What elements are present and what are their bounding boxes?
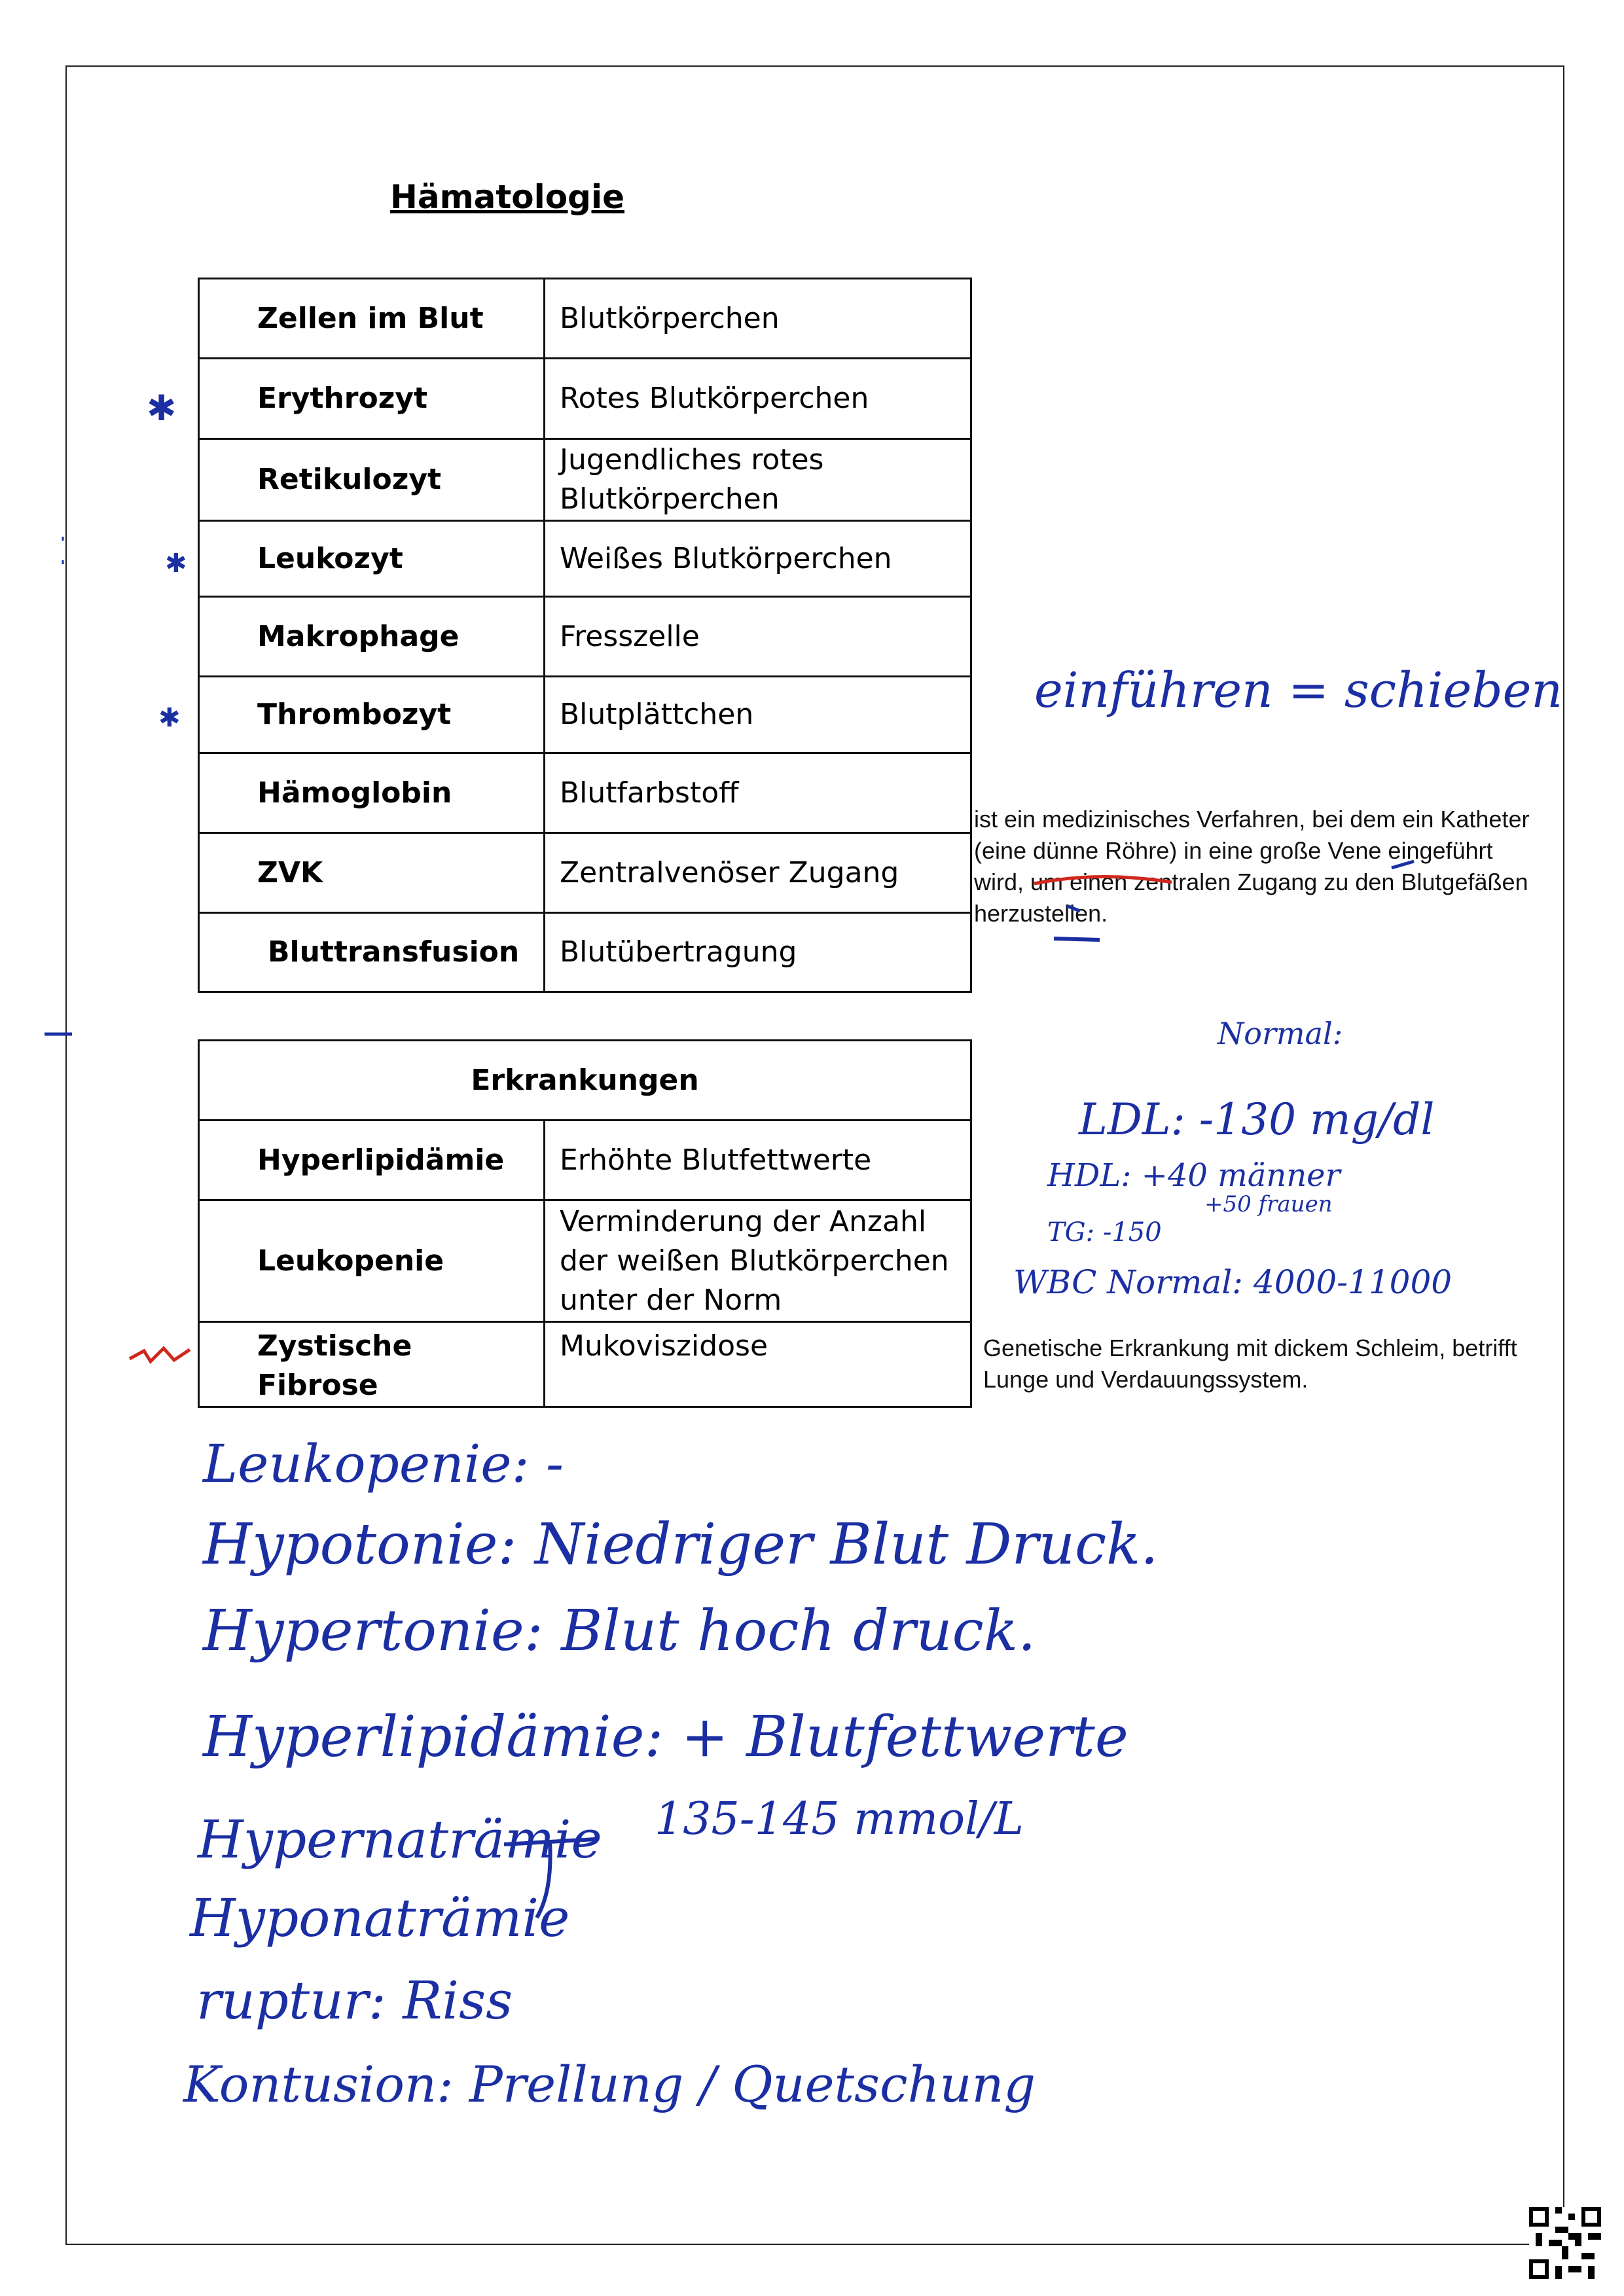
fibrose-explanation: Genetische Erkrankung mit dickem Schleim, betrifft Lunge und Verdauungssystem. [983,1335,1517,1393]
hw-wbc: WBC Normal: 4000-11000 [1013,1263,1453,1301]
table-row [199,439,971,521]
hw-natrium-range: 135-145 mmol/L [655,1793,1024,1845]
table-row [199,279,971,359]
table-row [199,359,971,439]
star-mark-thrombozyt: ✱ [158,703,181,733]
hw-einfuehren: einführen = schieben [1034,662,1563,719]
term-cell: Hyperlipidämie [199,1121,545,1200]
zvk-explanation: ist ein medizinisches Verfahren, bei dem ein Katheter (eine dünne Röhre) in eine große Vene eingeführt wird, um einen zentralen Zugang zu den Blutgefäßen herzustellen. [974,806,1530,927]
term-cell: Bluttransfusion [199,913,545,992]
term-cell: Zystische Fibrose [199,1322,545,1407]
term-cell: Zellen im Blut [199,279,545,359]
star-mark-leukozyt: ✱ [165,548,187,579]
term-cell: Makrophage [199,597,545,677]
term-cell: Leukopenie [199,1200,545,1322]
table-row [199,521,971,597]
hw-hypotonie: Hypotonie: Niedriger Blut Druck. [203,1512,1159,1577]
term-cell: Leukozyt [199,521,545,597]
hw-hyponatraemie: Hyponaträmie [190,1888,570,1948]
hw-ldl: LDL: -130 mg/dl [1079,1094,1435,1145]
definition-cell: Jugendliches rotes Blutkörperchen [545,439,971,521]
ink-underlines [1021,869,1322,961]
hw-ruptur: ruptur: Riss [196,1970,513,2031]
qr-code-icon [1529,2207,1601,2279]
definition-cell: Erhöhte Blutfettwerte [545,1121,971,1200]
definition-cell: Verminderung der Anzahl der weißen Blutkörperchen unter der Norm [545,1200,971,1322]
table-row [199,1200,971,1322]
definition-cell: Weißes Blutkörperchen [545,521,971,597]
table-row [199,1322,971,1407]
definition-cell: Rotes Blutkörperchen [545,359,971,439]
hw-tg: TG: -150 [1047,1217,1162,1247]
term-cell: Hämoglobin [199,753,545,833]
hw-hdl: HDL: +40 männer [1047,1157,1341,1194]
table-row [199,1121,971,1200]
red-margin-scribble [124,1335,196,1374]
definition-cell: Blutübertragung [545,913,971,992]
hw-normal-label: Normal: [1218,1016,1343,1051]
hw-hypertonie: Hypertonie: Blut hoch druck. [203,1598,1036,1664]
definition-cell: Fresszelle [545,597,971,677]
hw-kontusion: Kontusion: Prellung / Quetschung [183,2055,1036,2113]
definition-cell: Blutplättchen [545,677,971,753]
cells-table [198,278,972,993]
term-cell: Erythrozyt [199,359,545,439]
table-row [199,833,971,913]
table-row [199,753,971,833]
table-row [199,1041,971,1121]
hw-hdl-women: +50 frauen [1204,1191,1333,1217]
blue-tick [1067,906,1080,911]
margin-tick [56,530,69,589]
definition-cell: Blutkörperchen [545,279,971,359]
margin-dash [39,1021,79,1047]
hw-leukopenie: Leukopenie: - [203,1433,564,1494]
red-underline [1034,876,1172,884]
definition-cell: Blutfarbstoff [545,753,971,833]
hw-hyperlipidaemie: Hyperlipidämie: + Blutfettwerte [203,1704,1128,1770]
star-mark-erythrozyt: ✱ [147,387,177,429]
table-row [199,597,971,677]
blue-underline [1054,939,1100,940]
disease-table [198,1039,972,1408]
ink-tick-right [1388,855,1427,874]
term-cell: ZVK [199,833,545,913]
table-row [199,913,971,992]
table-row [199,677,971,753]
definition-cell: Mukoviszidose [545,1322,971,1407]
term-cell: Retikulozyt [199,439,545,521]
definition-cell: Zentralvenöser Zugang [545,833,971,913]
term-cell: Thrombozyt [199,677,545,753]
disease-table-header: Erkrankungen [199,1041,971,1121]
page-title: Hämatologie [389,178,624,216]
hw-hypernatraemie: Hypernaträmie [198,1809,602,1870]
